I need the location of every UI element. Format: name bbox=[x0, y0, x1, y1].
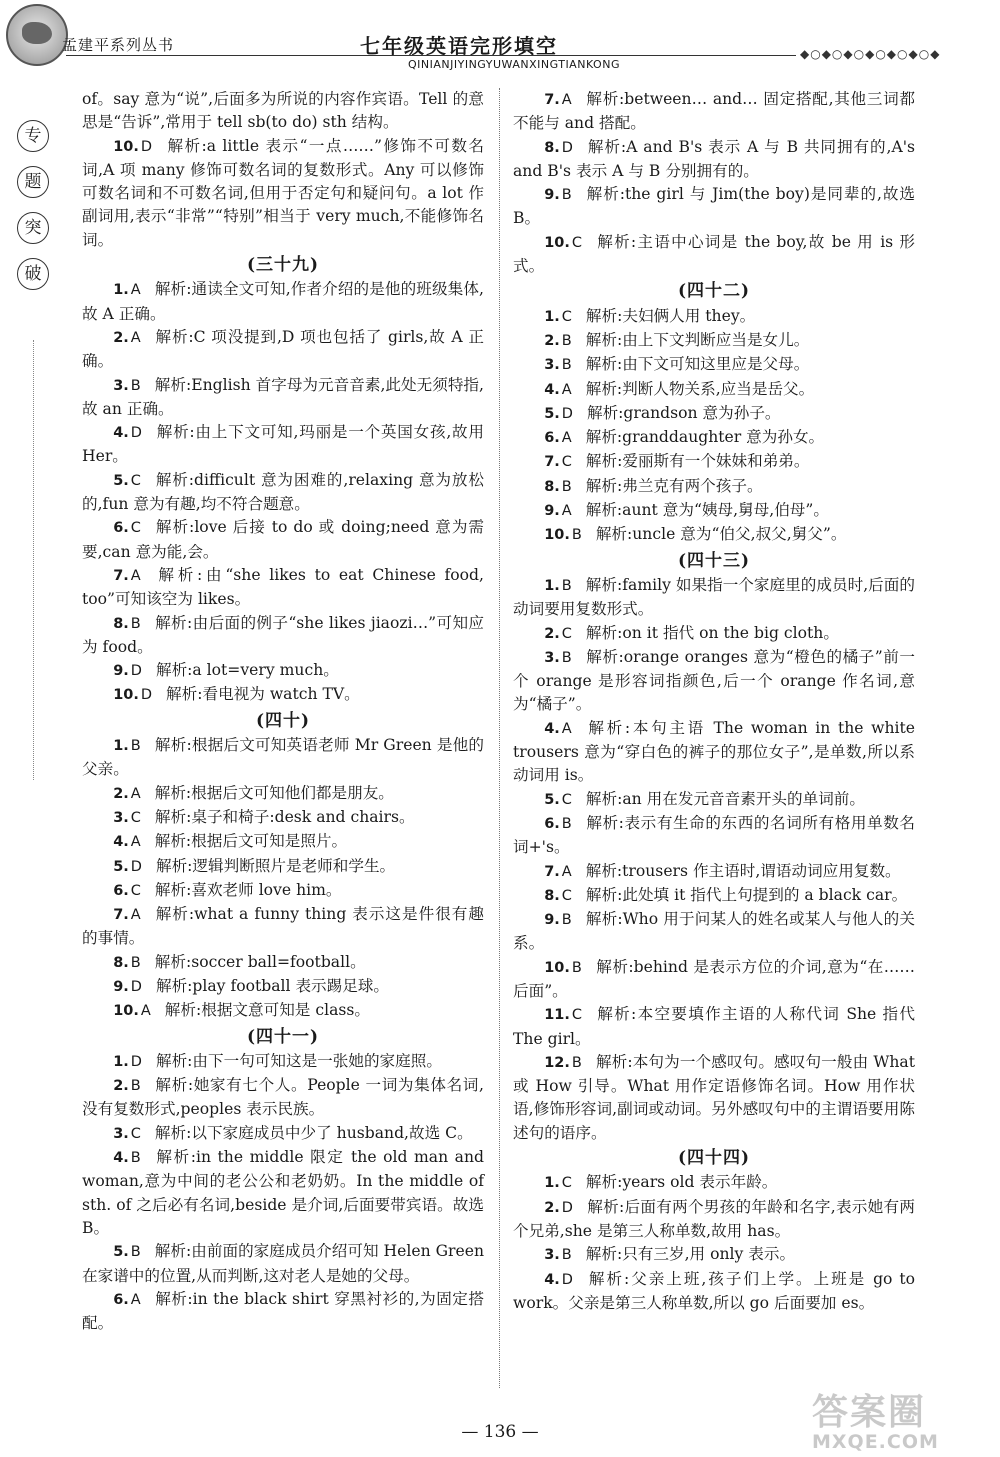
answer-letter: B bbox=[130, 1244, 141, 1261]
answer-item bbox=[513, 450, 915, 474]
answer-item bbox=[82, 1288, 484, 1336]
answer-letter: C bbox=[561, 791, 572, 808]
answer-letter: A bbox=[140, 1003, 151, 1020]
explanation-text: 解析:in the black shirt 穿黑衬衫的,为固定搭配。 bbox=[82, 1289, 484, 1333]
answer-letter: C bbox=[561, 454, 572, 471]
question-number: 6. bbox=[544, 815, 560, 832]
answer-item bbox=[82, 683, 484, 707]
answer-letter: A bbox=[561, 92, 572, 108]
question-number: 9. bbox=[544, 187, 560, 204]
explanation-text: 解析:弗兰克有两个孩子。 bbox=[585, 476, 763, 495]
answer-item bbox=[513, 523, 915, 547]
question-number: 6. bbox=[113, 1291, 129, 1308]
question-number: 3. bbox=[113, 377, 129, 394]
answer-letter: A bbox=[130, 282, 141, 299]
answer-letter: B bbox=[561, 649, 572, 666]
answer-letter: B bbox=[561, 1247, 572, 1264]
answer-letter: D bbox=[130, 425, 142, 442]
explanation-text: 解析:behind 是表示方位的介词,意为“在……后面”。 bbox=[513, 957, 915, 1000]
question-number: 11. bbox=[544, 1007, 570, 1024]
explanation-text: 解析:trousers 作主语时,谓语动词应用复数。 bbox=[585, 861, 901, 880]
answer-letter: D bbox=[130, 1053, 142, 1070]
answer-item bbox=[513, 788, 915, 812]
question-number: 4. bbox=[544, 381, 560, 398]
question-number: 9. bbox=[113, 978, 129, 995]
answer-item bbox=[82, 421, 484, 469]
explanation-text: 解析:between… and… 固定搭配,其他三词都不能与 and 搭配。 bbox=[513, 90, 915, 133]
watermark bbox=[812, 1392, 982, 1453]
explanation-text: 解析:根据文意可知是 class。 bbox=[164, 1001, 370, 1020]
book-title: 七年级英语完形填空 bbox=[360, 34, 558, 58]
explanation-text: 解析:看电视为 watch TV。 bbox=[166, 685, 360, 704]
answer-item bbox=[82, 469, 484, 517]
question-number: 2. bbox=[544, 1199, 560, 1216]
answer-letter: D bbox=[561, 139, 573, 156]
side-tab-char: 破 bbox=[17, 258, 49, 290]
explanation-text: 解析:根据后文可知是照片。 bbox=[154, 832, 348, 851]
side-tab bbox=[10, 120, 56, 304]
answer-item bbox=[513, 183, 915, 231]
answer-letter: B bbox=[571, 527, 582, 544]
answer-letter: C bbox=[561, 308, 572, 325]
question-number: 5. bbox=[544, 405, 560, 422]
answer-letter: B bbox=[561, 187, 572, 204]
side-rule bbox=[33, 340, 34, 780]
section-heading: (四十) bbox=[255, 710, 311, 731]
answer-item bbox=[513, 378, 915, 402]
answer-letter: B bbox=[561, 332, 572, 349]
explanation-text: 解析:逻辑判断照片是老师和学生。 bbox=[155, 856, 396, 875]
question-number: 2. bbox=[113, 785, 129, 802]
explanation-text: 解析:由下文可知这里应是父母。 bbox=[585, 355, 810, 374]
question-number: 6. bbox=[113, 520, 129, 537]
answer-letter: D bbox=[561, 405, 573, 422]
answer-letter: A bbox=[561, 863, 572, 880]
page-number: — 136 — bbox=[461, 1422, 539, 1442]
section-heading: (四十一) bbox=[246, 1026, 320, 1047]
answer-item bbox=[513, 402, 915, 426]
answer-letter: D bbox=[130, 663, 142, 680]
explanation-text: 解析:爱丽斯有一个妹妹和弟弟。 bbox=[585, 452, 810, 471]
explanation-text: 解析:父亲上班,孩子们上学。上班是 go to work。父亲是第三人称单数,所以 go 后面要加 es。 bbox=[513, 1269, 915, 1312]
answer-item bbox=[513, 1196, 915, 1244]
answer-item bbox=[82, 659, 484, 683]
answer-item bbox=[513, 812, 915, 860]
question-number: 7. bbox=[544, 92, 560, 108]
explanation-text: 解析:喜欢老师 love him。 bbox=[154, 880, 342, 899]
answer-letter: B bbox=[130, 377, 141, 394]
explanation-text: 解析:桌子和椅子:desk and chairs。 bbox=[154, 807, 415, 826]
column-divider bbox=[499, 88, 500, 1388]
answer-item bbox=[82, 806, 484, 830]
answer-letter: B bbox=[561, 357, 572, 374]
question-number: 10. bbox=[544, 527, 570, 544]
question-number: 4. bbox=[113, 425, 129, 442]
question-number: 3. bbox=[113, 1125, 129, 1142]
answer-letter: C bbox=[130, 809, 141, 826]
explanation-text: 解析:主语中心词是 the boy,故 be 用 is 形式。 bbox=[513, 232, 915, 276]
answer-item bbox=[82, 830, 484, 854]
explanation-text: 解析:夫妇俩人用 they。 bbox=[585, 306, 756, 325]
answer-item bbox=[82, 999, 484, 1023]
question-number: 7. bbox=[544, 863, 560, 880]
question-number: 4. bbox=[544, 1271, 560, 1288]
answer-continuation: of。say 意为“说”,后面多为所说的内容作宾语。Tell 的意思是“告诉”,常用于 tell sb(to do) sth 结构。 bbox=[82, 90, 484, 132]
answer-letter: B bbox=[130, 1078, 141, 1095]
question-number: 10. bbox=[544, 234, 570, 251]
explanation-text: 解析:love 后接 to do 或 doing;need 意为需要,can 意为能,会。 bbox=[82, 518, 484, 561]
question-number: 1. bbox=[544, 308, 560, 325]
answer-letter: D bbox=[140, 138, 153, 155]
explanation-text: 解析:根据后文可知英语老师 Mr Green 是他的父亲。 bbox=[82, 736, 484, 779]
answer-item bbox=[82, 1050, 484, 1074]
answer-item bbox=[513, 908, 915, 956]
question-number: 5. bbox=[544, 791, 560, 808]
explanation-text: 解析:以下家庭成员中少了 husband,故选 C。 bbox=[154, 1123, 473, 1142]
answer-item bbox=[513, 499, 915, 523]
question-number: 1. bbox=[113, 282, 129, 299]
question-number: 4. bbox=[113, 1150, 129, 1167]
question-number: 6. bbox=[113, 882, 129, 899]
side-tab-char: 专 bbox=[17, 120, 49, 152]
question-number: 10. bbox=[113, 1003, 139, 1020]
question-number: 3. bbox=[544, 649, 560, 666]
answer-item bbox=[82, 1122, 484, 1146]
watermark-url: MXQE.COM bbox=[812, 1431, 939, 1453]
explanation-text: 解析:A and B's 表示 A 与 B 共同拥有的,A's and B's 表示 A 与 B 分别拥有的。 bbox=[513, 137, 915, 180]
answer-letter: A bbox=[561, 381, 572, 398]
answer-item bbox=[513, 1171, 915, 1195]
question-number: 10. bbox=[113, 138, 139, 155]
answer-item bbox=[513, 136, 915, 184]
answer-item bbox=[513, 956, 915, 1004]
explanation-text: 解析:uncle 意为“伯父,叔父,舅父”。 bbox=[595, 525, 847, 544]
answer-item bbox=[513, 1268, 915, 1316]
question-number: 3. bbox=[544, 1247, 560, 1264]
answer-item bbox=[82, 782, 484, 806]
explanation-text: 解析:由下一句可知这是一张她的家庭照。 bbox=[155, 1051, 442, 1070]
watermark-text: 答案圈 bbox=[812, 1392, 927, 1433]
left-column bbox=[82, 88, 484, 1335]
question-number: 2. bbox=[113, 329, 129, 346]
question-number: 8. bbox=[544, 887, 560, 904]
question-number: 5. bbox=[113, 858, 129, 875]
header-ornament: ◆○◆○◆○◆○◆○◆○◆ bbox=[800, 47, 941, 61]
answer-letter: C bbox=[561, 625, 572, 642]
answer-item bbox=[513, 475, 915, 499]
question-number: 1. bbox=[544, 1175, 560, 1192]
section-heading: (四十四) bbox=[677, 1148, 751, 1169]
answer-item bbox=[513, 231, 915, 279]
answer-item bbox=[82, 879, 484, 903]
section-heading: (四十三) bbox=[677, 550, 751, 571]
question-number: 2. bbox=[113, 1078, 129, 1095]
series-logo-icon bbox=[6, 4, 68, 66]
answer-item bbox=[513, 1051, 915, 1145]
answer-letter: D bbox=[561, 1199, 573, 1216]
answer-letter: B bbox=[561, 577, 572, 594]
explanation-text: 解析:the girl 与 Jim(the boy)是同辈的,故选 B。 bbox=[513, 185, 915, 228]
explanation-text: 解析:play football 表示踢足球。 bbox=[155, 976, 390, 995]
question-number: 2. bbox=[544, 625, 560, 642]
answer-item bbox=[82, 975, 484, 999]
explanation-text: 解析:通读全文可知,作者介绍的是他的班级集体,故 A 正确。 bbox=[82, 280, 484, 323]
explanation-text: 解析:in the middle 限定 the old man and woman,意为中间的老公公和老奶奶。In the middle of sth. of 之后必有名词,beside 是介词,后面要带宾语。故选 B。 bbox=[82, 1148, 484, 1237]
answer-letter: A bbox=[130, 567, 141, 584]
answer-letter: B bbox=[561, 815, 572, 832]
answer-item bbox=[82, 135, 484, 252]
answer-letter: C bbox=[571, 1007, 582, 1024]
header-rule bbox=[66, 55, 796, 56]
answer-item bbox=[82, 1074, 484, 1122]
explanation-text: 解析:由上下文判断应当是女儿。 bbox=[585, 330, 810, 349]
question-number: 8. bbox=[113, 615, 129, 632]
question-number: 10. bbox=[113, 687, 139, 704]
explanation-text: 解析:由后面的例子“she likes jiaozi…”可知应为 food。 bbox=[82, 613, 484, 656]
answer-letter: B bbox=[130, 954, 141, 971]
explanation-text: 解析:判断人物关系,应当是岳父。 bbox=[585, 379, 815, 398]
side-tab-char: 突 bbox=[17, 212, 49, 244]
explanation-text: 解析:由前面的家庭成员介绍可知 Helen Green 在家谱中的位置,从而判断,这对老人是她的父母。 bbox=[82, 1242, 484, 1285]
answer-item bbox=[513, 574, 915, 622]
explanation-text: 解析:grandson 意为孙子。 bbox=[586, 403, 781, 422]
answer-letter: A bbox=[130, 329, 141, 346]
explanation-text: 解析:根据后文可知他们都是朋友。 bbox=[154, 783, 394, 802]
explanation-text: 解析:soccer ball=football。 bbox=[154, 952, 366, 971]
question-number: 1. bbox=[113, 1053, 129, 1070]
answer-letter: A bbox=[130, 834, 141, 851]
answer-item bbox=[82, 734, 484, 782]
question-number: 9. bbox=[544, 503, 560, 520]
answer-item bbox=[82, 374, 484, 422]
side-tab-char: 题 bbox=[17, 166, 49, 198]
answer-item bbox=[513, 717, 915, 788]
answer-letter: B bbox=[571, 959, 582, 976]
explanation-text: 解析:Who 用于问某人的姓名或某人与他人的关系。 bbox=[513, 910, 915, 953]
question-number: 1. bbox=[544, 577, 560, 594]
question-number: 1. bbox=[113, 738, 129, 755]
answer-letter: A bbox=[561, 720, 572, 737]
explanation-text: 解析:English 首字母为元音音素,此处无须特指,故 an 正确。 bbox=[82, 375, 484, 418]
question-number: 10. bbox=[544, 959, 570, 976]
answer-letter: C bbox=[130, 882, 141, 899]
explanation-text: 解析:由上下文可知,玛丽是一个英国女孩,故用 Her。 bbox=[82, 423, 484, 466]
answer-item bbox=[513, 622, 915, 646]
answer-item bbox=[82, 1146, 484, 1240]
explanation-text: 解析:what a funny thing 表示这是件很有趣的事情。 bbox=[82, 905, 484, 948]
explanation-text: 解析:表示有生命的东西的名词所有格用单数名词+'s。 bbox=[513, 813, 915, 857]
answer-letter: B bbox=[561, 478, 572, 495]
question-number: 4. bbox=[113, 834, 129, 851]
question-number: 8. bbox=[544, 478, 560, 495]
answer-item bbox=[82, 278, 484, 326]
answer-item bbox=[513, 305, 915, 329]
answer-letter: D bbox=[561, 1271, 573, 1288]
answer-item bbox=[513, 884, 915, 908]
question-number: 5. bbox=[113, 1244, 129, 1261]
question-number: 7. bbox=[113, 567, 129, 584]
question-number: 3. bbox=[113, 809, 129, 826]
answer-letter: A bbox=[130, 1291, 141, 1308]
answer-letter: B bbox=[571, 1054, 582, 1071]
question-number: 8. bbox=[544, 139, 560, 156]
explanation-text: 解析:由“she likes to eat Chinese food, too”可知该空为 likes。 bbox=[82, 565, 484, 609]
answer-letter: C bbox=[561, 1175, 572, 1192]
explanation-text: 解析:orange oranges 意为“橙色的橘子”前一个 orange 是形容词指颜色,后一个 orange 作名词,意为“橘子”。 bbox=[513, 647, 915, 714]
answer-item bbox=[513, 426, 915, 450]
explanation-text: 解析:a lot=very much。 bbox=[155, 661, 339, 680]
explanation-text: 解析:years old 表示年龄。 bbox=[585, 1173, 778, 1192]
series-name: 孟建平系列丛书 bbox=[62, 36, 175, 54]
section-heading: (三十九) bbox=[246, 255, 320, 276]
answer-letter: C bbox=[571, 234, 582, 251]
question-number: 4. bbox=[544, 720, 560, 737]
answer-item bbox=[513, 88, 915, 136]
answer-item bbox=[82, 951, 484, 975]
explanation-text: 解析:本句为一个感叹句。感叹句一般由 What 或 How 引导。What 用作定语修饰名词。How 用作状语,修饰形容词,副词或动词。另外感叹句中的主谓语要用陈述句的语序。 bbox=[513, 1052, 915, 1142]
answer-letter: B bbox=[130, 738, 141, 755]
answer-item bbox=[82, 855, 484, 879]
explanation-text: 解析:on it 指代 on the big cloth。 bbox=[585, 623, 839, 642]
explanation-text: 解析:aunt 意为“姨母,舅母,伯母”。 bbox=[585, 501, 829, 520]
answer-letter: C bbox=[130, 472, 141, 489]
answer-item bbox=[513, 646, 915, 717]
explanation-text: 解析:只有三岁,用 only 表示。 bbox=[585, 1245, 796, 1264]
question-number: 7. bbox=[544, 454, 560, 471]
answer-letter: A bbox=[130, 907, 141, 924]
answer-item bbox=[82, 903, 484, 951]
answer-item bbox=[82, 612, 484, 660]
question-number: 12. bbox=[544, 1054, 570, 1071]
answer-letter: B bbox=[130, 1150, 141, 1167]
answer-item bbox=[513, 329, 915, 353]
explanation-text: 解析:a little 表示“一点……”修饰不可数名词,A 项 many 修饰可数名词的复数形式。Any 可以修饰可数名词和不可数名词,但用于否定句和疑问句。a lot 作副词用,表示“非常”“特别”相当于 very much,不能修饰名词。 bbox=[82, 136, 484, 249]
explanation-text: 解析:C 项没提到,D 项也包括了 girls,故 A 正确。 bbox=[82, 327, 484, 371]
answer-letter: A bbox=[561, 430, 572, 447]
question-number: 5. bbox=[113, 472, 129, 489]
question-number: 9. bbox=[113, 663, 129, 680]
explanation-text: 解析:本句主语 The woman in the white trousers 意为“穿白色的裤子的那位女子”,是单数,所以系动词用 is。 bbox=[513, 718, 915, 785]
question-number: 2. bbox=[544, 332, 560, 349]
explanation-text: 解析:granddaughter 意为孙女。 bbox=[585, 428, 825, 447]
explanation-text: 解析:family 如果指一个家庭里的成员时,后面的动词要用复数形式。 bbox=[513, 575, 915, 619]
explanation-text: 解析:difficult 意为困难的,relaxing 意为放松的,fun 意为有趣,均不符合题意。 bbox=[82, 470, 484, 514]
section-heading: (四十二) bbox=[677, 281, 751, 302]
answer-item bbox=[513, 353, 915, 377]
answer-item bbox=[513, 1003, 915, 1051]
answer-item bbox=[82, 326, 484, 374]
book-title-pinyin: QINIANJIYINGYUWANXINGTIANKONG bbox=[408, 58, 620, 71]
question-number: 8. bbox=[113, 954, 129, 971]
explanation-text: 解析:本空要填作主语的人称代词 She 指代 The girl。 bbox=[513, 1005, 915, 1048]
answer-letter: A bbox=[561, 503, 572, 520]
question-number: 9. bbox=[544, 912, 560, 929]
question-number: 3. bbox=[544, 357, 560, 374]
explanation-text: 解析:后面有两个男孩的年龄和名字,表示她有两个兄弟,she 是第三人称单数,故用 has。 bbox=[513, 1197, 915, 1240]
answer-letter: D bbox=[130, 858, 142, 875]
page-header bbox=[0, 0, 1000, 78]
question-number: 6. bbox=[544, 430, 560, 447]
explanation-text: 解析:此处填 it 指代上句提到的 a black car。 bbox=[585, 885, 908, 904]
answer-letter: C bbox=[130, 520, 141, 537]
answer-letter: D bbox=[140, 687, 153, 704]
answer-item bbox=[82, 564, 484, 612]
answer-item bbox=[82, 1240, 484, 1288]
answer-letter: C bbox=[561, 887, 572, 904]
explanation-text: 解析:an 用在发元音音素开头的单词前。 bbox=[585, 789, 865, 808]
question-number: 7. bbox=[113, 907, 129, 924]
answer-letter: B bbox=[130, 615, 141, 632]
right-column bbox=[513, 88, 915, 1315]
answer-item bbox=[513, 1243, 915, 1267]
answer-item bbox=[513, 860, 915, 884]
answer-item bbox=[82, 516, 484, 564]
explanation-text: 解析:她家有七个人。People 一词为集体名词,没有复数形式,peoples 表示民族。 bbox=[82, 1076, 484, 1119]
answer-letter: C bbox=[130, 1125, 141, 1142]
answer-letter: A bbox=[130, 785, 141, 802]
answer-letter: B bbox=[561, 912, 572, 929]
answer-letter: D bbox=[130, 978, 142, 995]
